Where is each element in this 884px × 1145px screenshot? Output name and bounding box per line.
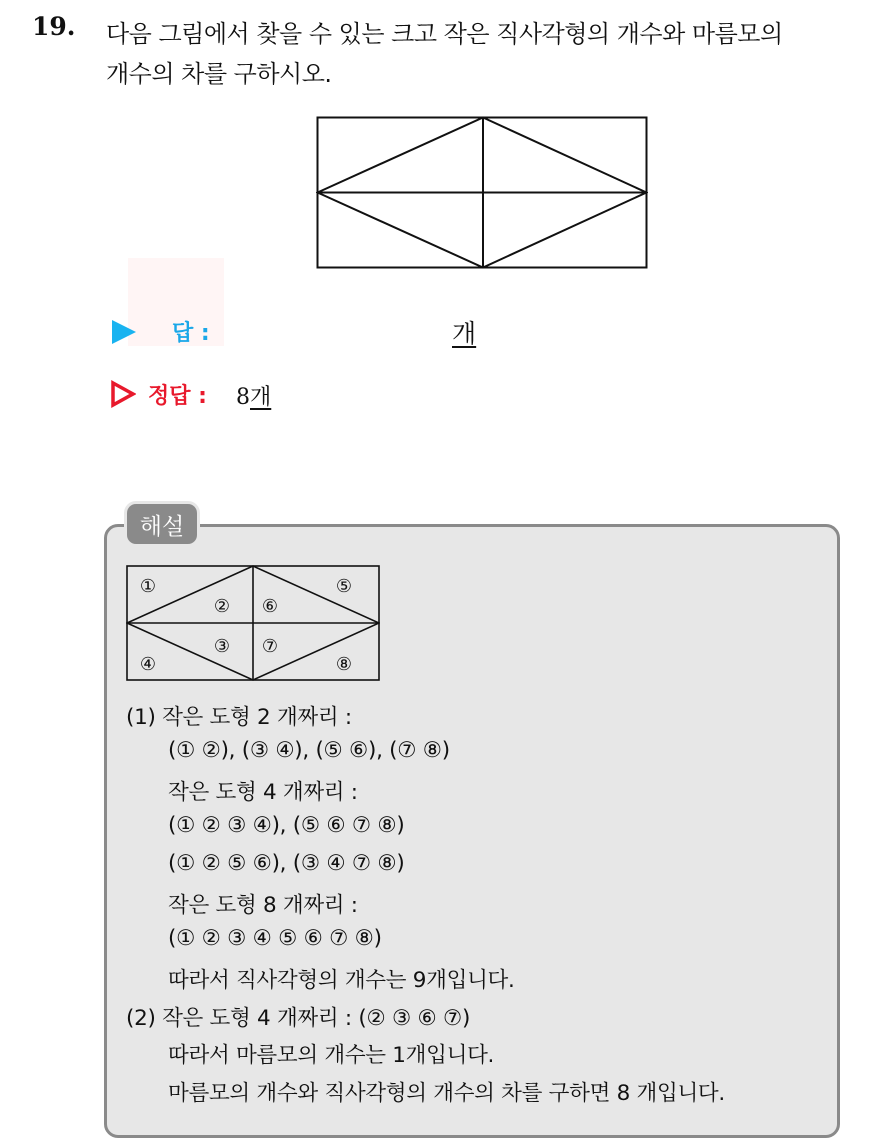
solution-line: (① ②), (③ ④), (⑤ ⑥), (⑦ ⑧) [168,738,450,763]
solution-line: (1) 작은 도형 2 개짜리 : [126,705,352,730]
correct-answer-unit: 개 [250,385,272,410]
question-text-line-2: 개수의 차를 구하시오. [106,60,332,88]
solution-line: 작은 도형 8 개짜리 : [168,893,358,918]
figure-region-label: ③ [213,636,231,657]
figure-region-label: ② [213,596,231,617]
solution-line: (① ② ③ ④ ⑤ ⑥ ⑦ ⑧) [168,926,382,951]
solution-line: (① ② ③ ④), (⑤ ⑥ ⑦ ⑧) [168,813,405,838]
figure-region-label: ⑤ [335,576,353,597]
figure-region-label: ④ [139,654,157,675]
figure-region-label: ① [139,576,157,597]
question-text-line-1: 다음 그림에서 찾을 수 있는 크고 작은 직사각형의 개수와 마름모의 [106,20,783,48]
figure-region-label: ⑥ [261,596,279,617]
solution-line: 마름모의 개수와 직사각형의 개수의 차를 구하면 8 개입니다. [168,1081,725,1106]
solution-line: 따라서 직사각형의 개수는 9개입니다. [168,968,515,993]
rectangle-rhombus-figure [316,116,648,270]
answer-blank-unit[interactable]: 개 [452,319,477,348]
answer-arrow-icon [112,320,136,344]
solution-figure [126,565,380,681]
solution-tag: 해설 [127,504,197,544]
solution-line: 작은 도형 4 개짜리 : [168,780,358,805]
solution-line: (① ② ⑤ ⑥), (③ ④ ⑦ ⑧) [168,851,405,876]
correct-answer-value [236,380,271,411]
correct-answer-number: 8 [236,385,250,410]
figure-region-label: ⑦ [261,636,279,657]
solution-line: 따라서 마름모의 개수는 1개입니다. [168,1043,495,1068]
correct-arrow-icon [110,380,136,408]
correct-answer-label: 정답 : [148,384,207,409]
answer-label: 답 : [172,321,210,346]
figure-region-label: ⑧ [335,654,353,675]
solution-line: (2) 작은 도형 4 개짜리 : (② ③ ⑥ ⑦) [126,1006,471,1031]
question-number: 19. [32,12,76,41]
